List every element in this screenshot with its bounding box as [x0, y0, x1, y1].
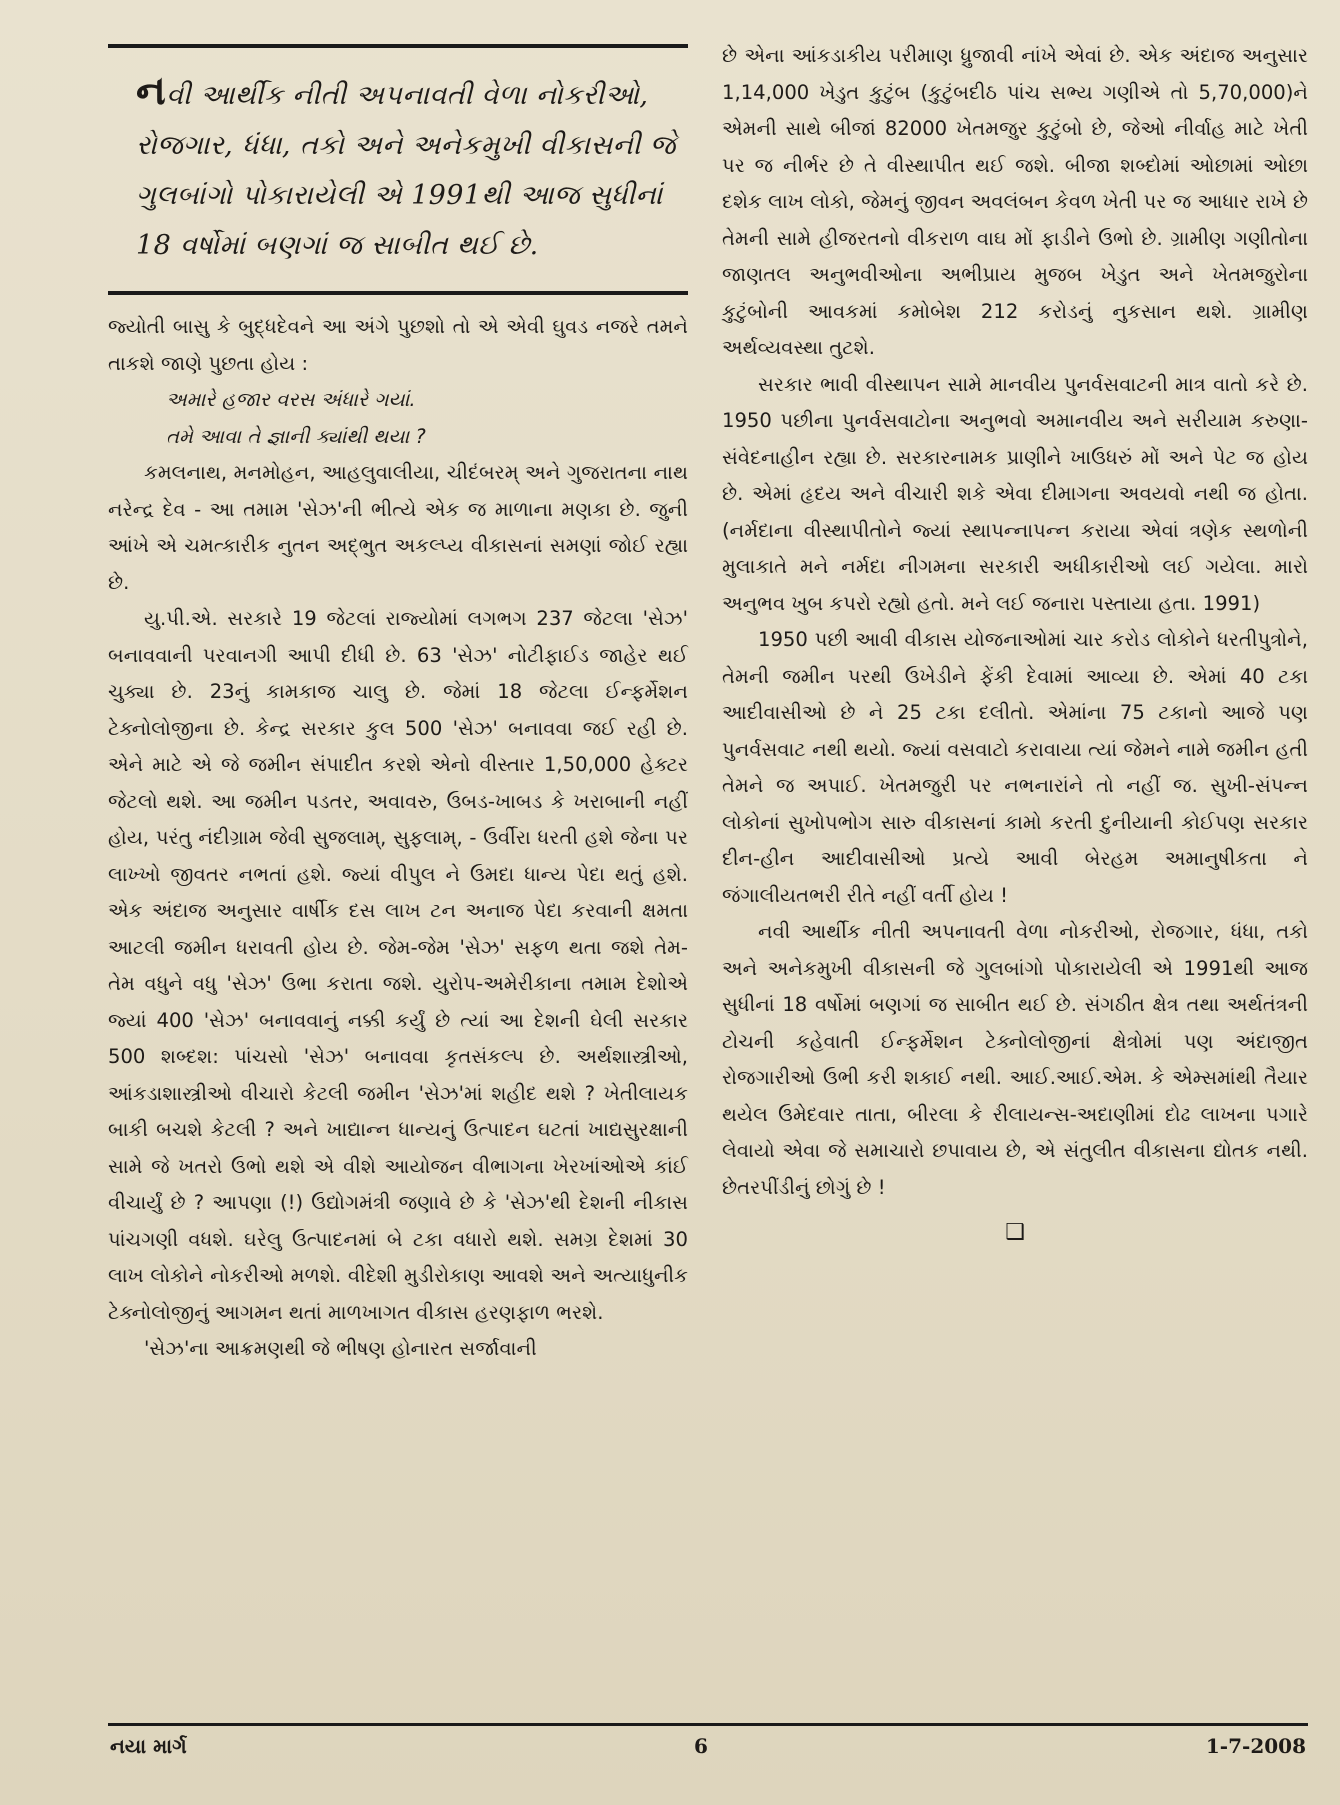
poem-line: અમારે હજાર વરસ અંધારે ગયાં.	[166, 388, 416, 411]
magazine-name: નયા માર્ગ	[110, 1734, 187, 1758]
paragraph: સરકાર ભાવી વીસ્થાપન સામે માનવીય પુનર્વસવાટની માત્ર વાતો કરે છે. 1950 પછીના પુનર્વસવાટોના અનુભવો અમાનવીય અને સરીયામ કરુણા-સંવેદનાહીન રહ્યા છે. સરકારનામક પ્રાણીને ખાઉધરું મોં અને પેટ જ હોય છે. એમાં હૃદય અને વીચારી શકે એવા દીમાગના અવયવો નથી જ હોતા. (નર્મદાના વીસ્થાપીતોને જ્યાં સ્થાપન્નાપન્ન કરાયા એવાં ત્રણેક સ્થળોની મુલાકાતે મને નર્મદા નીગમના સરકારી અધીકારીઓ લઈ ગયેલા. મારો અનુભવ ખુબ કપરો રહ્યો હતો. મને લઈ જનારા પસ્તાયા હતા. 1991)	[722, 372, 1308, 615]
poem-line: તમે આવા તે જ્ઞાની ક્યાંથી થયા ?	[166, 424, 426, 448]
left-body-text	[108, 309, 688, 1368]
page-number: 6	[694, 1734, 708, 1758]
right-column	[722, 38, 1308, 1245]
paragraph: નવી આર્થીક નીતી અપનાવતી વેળા નોકરીઓ, રોજગાર, ધંધા, તકો અને અનેકમુખી વીકાસની જે ગુલબાંગો પોકારાયેલી એ 1991થી આજ સુધીનાં 18 વર્ષોમાં બણગાં જ સાબીત થઈ છે. સંગઠીત ક્ષેત્ર તથા અર્થતંત્રની ટોચની કહેવાતી ઈન્ફર્મેશન ટેક્નોલોજીનાં ક્ષેત્રોમાં પણ અંદાજીત રોજગારીઓ ઉભી કરી શકાઈ નથી. આઈ.આઈ.એમ. કે એમ્સમાંથી તૈયાર થયેલ ઉમેદવાર તાતા, બીરલા કે રીલાયન્સ-અદાણીમાં દોઢ લાખના પગારે લેવાયો એવા જે સમાચારો છપાવાય છે, એ સંતુલીત વીકાસના દ્યોતક નથી. છેતરપીંડીનું છોગું છે !	[722, 920, 1308, 1199]
pull-quote-text: વી આર્થીક નીતી અપનાવતી વેળા નોકરીઓ, રોજગાર, ધંધા, તકો અને અનેકમુખી વીકાસની જે ગુલબાંગો પોકારાયેલી એ 1991થી આજ સુધીનાં 18 વર્ષોમાં બણગાં જ સાબીત થઈ છે.	[136, 80, 676, 261]
paragraph: છે એના આંકડાકીય પરીમાણ ધ્રુજાવી નાંખે એવાં છે. એક અંદાજ અનુસાર 1,14,000 ખેડુત કુટુંબ (કુટુંબદીઠ પાંચ સભ્ય ગણીએ તો 5,70,000)ને એમની સાથે બીજાં 82000 ખેતમજુર કુટુંબો છે, જેઓ નીર્વાહ માટે ખેતી પર જ નીર્ભર છે તે વીસ્થાપીત થઈ જશે. બીજા શબ્દોમાં ઓછામાં ઓછા દશેક લાખ લોકો, જેમનું જીવન અવલંબન કેવળ ખેતી પર જ આધાર રાખે છે તેમની સામે હીજરતનો વીકરાળ વાઘ મોં ફાડીને ઉભો છે. ગ્રામીણ ગણીતોના જાણતલ અનુભવીઓના અભીપ્રાય મુજબ ખેડુત અને ખેતમજુરોના કુટુંબોની આવકમાં કમોબેશ 212 કરોડનું નુકસાન થશે. ગ્રામીણ અર્થવ્યવસ્થા તુટશે.	[722, 44, 1308, 359]
right-body-text	[722, 38, 1308, 1206]
pull-quote	[108, 44, 688, 295]
pull-quote-dropcap: ન	[136, 67, 167, 114]
paragraph: કમલનાથ, મનમોહન, આહલુવાલીયા, ચીદંબરમ્ અને ગુજરાતના નાથ નરેન્દ્ર દેવ - આ તમામ 'સેઝ'ની ભીત્યે એક જ માળાના મણકા છે. જુની આંખે એ ચમત્કારીક નુતન અદ્ભુત અકલ્પ્ય વીકાસનાં સમણાં જોઈ રહ્યા છે.	[108, 461, 688, 594]
paragraph: 'સેઝ'ના આક્રમણથી જે ભીષણ હોનારત સર્જાવાની	[144, 1337, 537, 1360]
paragraph: 1950 પછી આવી વીકાસ યોજનાઓમાં ચાર કરોડ લોકોને ધરતીપુત્રોને, તેમની જમીન પરથી ઉખેડીને ફેંકી દેવામાં આવ્યા છે. એમાં 40 ટકા આદીવાસીઓ છે ને 25 ટકા દલીતો. એમાંના 75 ટકાનો આજે પણ પુનર્વસવાટ નથી થયો. જ્યાં વસવાટો કરાવાયા ત્યાં જેમને નામે જમીન હતી તેમને જ અપાઈ. ખેતમજુરી પર નભનારાંને તો નહીં જ. સુખી-સંપન્ન લોકોનાં સુખોપભોગ સારુ વીકાસનાં કામો કરતી દુનીયાની કોઈપણ સરકાર દીન-હીન આદીવાસીઓ પ્રત્યે આવી બેરહમ અમાનુષીકતા ને જંગાલીયતભરી રીતે નહીં વર્તી હોય !	[722, 628, 1308, 907]
end-mark-icon: ❑	[1005, 1220, 1025, 1245]
intro-paragraph: જ્યોતી બાસુ કે બુદ્ધદેવને આ અંગે પુછશો તો એ એવી ઘુવડ નજરે તમને તાકશે જાણે પુછતા હોય :	[108, 315, 688, 375]
left-column	[108, 38, 688, 1368]
paragraph: યુ.પી.એ. સરકારે 19 જેટલાં રાજ્યોમાં લગભગ 237 જેટલા 'સેઝ' બનાવવાની પરવાનગી આપી દીધી છે. 63 'સેઝ' નોટીફાઈડ જાહેર થઈ ચુક્યા છે. 23નું કામકાજ ચાલુ છે. જેમાં 18 જેટલા ઈન્ફર્મેશન ટેક્નોલોજીના છે. કેન્દ્ર સરકાર કુલ 500 'સેઝ' બનાવવા જઈ રહી છે. એને માટે એ જે જમીન સંપાદીત કરશે એનો વીસ્તાર 1,50,000 હેક્ટર જેટલો થશે. આ જમીન પડતર, અવાવરુ, ઉબડ-ખાબડ કે ખરાબાની નહીં હોય, પરંતુ નંદીગ્રામ જેવી સુજલામ્, સુફલામ્, - ઉર્વીરા ધરતી હશે જેના પર લાખ્ખો જીવતર નભતાં હશે. જ્યાં વીપુલ ને ઉમદા ધાન્ય પેદા થતું હશે. એક અંદાજ અનુસાર વાર્ષીક દસ લાખ ટન અનાજ પેદા કરવાની ક્ષમતા આટલી જમીન ધરાવતી હોય છે. જેમ-જેમ 'સેઝ' સફળ થતા જશે તેમ- તેમ વધુને વધુ 'સેઝ' ઉભા કરાતા જશે. યુરોપ-અમેરીકાના તમામ દેશોએ જ્યાં 400 'સેઝ' બનાવવાનું નક્કી કર્યું છે ત્યાં આ દેશની ઘેલી સરકાર 500 શબ્દશ: પાંચસો 'સેઝ' બનાવવા કૃતસંકલ્પ છે. અર્થશાસ્ત્રીઓ, આંકડાશાસ્ત્રીઓ વીચારો કેટલી જમીન 'સેઝ'માં શહીદ થશે ? ખેતીલાયક બાકી બચશે કેટલી ? અને ખાદ્યાન્ન ધાન્યનું ઉત્પાદન ઘટતાં ખાદ્યસુરક્ષાની સામે જે ખતરો ઉભો થશે એ વીશે આયોજન વીભાગના ખેરખાંઓએ કાંઈ વીચાર્યું છે ? આપણા (!) ઉદ્યોગમંત્રી જણાવે છે કે 'સેઝ'થી દેશની નીકાસ પાંચગણી વધશે. ઘરેલુ ઉત્પાદનમાં બે ટકા વધારો થશે. સમગ્ર દેશમાં 30 લાખ લોકોને નોકરીઓ મળશે. વીદેશી મુડીરોકાણ આવશે અને અત્યાધુનીક ટેક્નોલોજીનું આગમન થતાં માળખાગત વીકાસ હરણફાળ ભરશે.	[108, 607, 688, 1324]
page-footer	[108, 1723, 1308, 1758]
issue-date: 1-7-2008	[1205, 1734, 1306, 1758]
